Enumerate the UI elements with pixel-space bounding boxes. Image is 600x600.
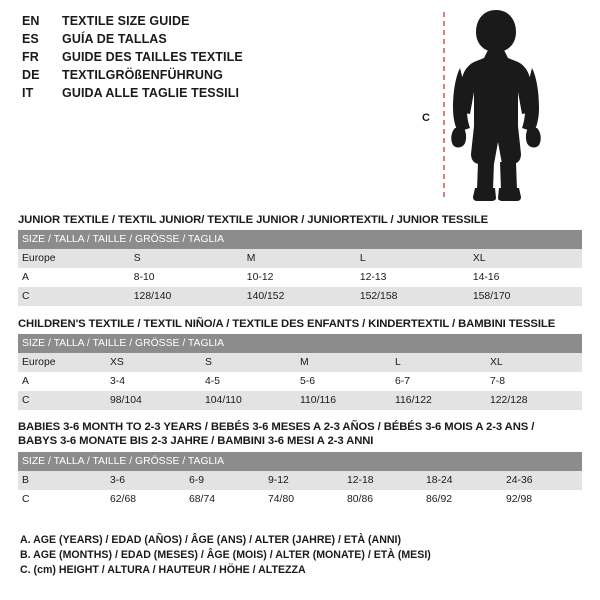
row-label: C: [18, 490, 106, 509]
cell: 128/140: [130, 287, 243, 306]
language-title-block: [22, 14, 422, 104]
section-title-children: CHILDREN'S TEXTILE / TEXTIL NIÑO/A / TEXTILE DES ENFANTS / KINDERTEXTIL / BAMBINI TESSILE: [18, 318, 556, 330]
cell: 104/110: [201, 391, 296, 410]
cell: 3-6: [106, 471, 185, 490]
cell: 152/158: [356, 287, 469, 306]
language-title-es: GUÍA DE TALLAS: [62, 32, 167, 46]
legend-item-c: C. (cm) HEIGHT / ALTURA / HAUTEUR / HÖHE / ALTEZZA: [20, 564, 306, 576]
language-code-en: EN: [22, 14, 40, 28]
language-row-it: [22, 86, 422, 104]
cell: 140/152: [243, 287, 356, 306]
table-row: [18, 334, 582, 353]
cell: 8-10: [130, 268, 243, 287]
legend-item-b: B. AGE (MONTHS) / EDAD (MESES) / ÂGE (MOIS) / ALTER (MONATE) / ETÀ (MESI): [20, 549, 431, 561]
cell: 6-7: [391, 372, 486, 391]
cell: S: [130, 249, 243, 268]
legend-item-a: A. AGE (YEARS) / EDAD (AÑOS) / ÂGE (ANS) / ALTER (JAHRE) / ETÀ (ANNI): [20, 534, 401, 546]
row-label: C: [18, 287, 130, 306]
cell: 4-5: [201, 372, 296, 391]
row-label: Europe: [18, 249, 130, 268]
cell: 74/80: [264, 490, 343, 509]
table-row: [18, 230, 582, 249]
language-row-es: [22, 32, 422, 50]
section-babies-textile: [18, 420, 582, 509]
language-code-it: IT: [22, 86, 34, 100]
silhouette-icon: [422, 8, 582, 204]
measure-label-c: C: [422, 112, 430, 124]
babies-size-table: [18, 452, 582, 509]
children-size-header: SIZE / TALLA / TAILLE / GRÖSSE / TAGLIA: [18, 334, 582, 353]
section-children-textile: [18, 318, 582, 410]
section-junior-textile: [18, 214, 582, 306]
cell: 6-9: [185, 471, 264, 490]
row-label: Europe: [18, 353, 106, 372]
cell: 10-12: [243, 268, 356, 287]
legend-block: [20, 533, 580, 578]
cell: L: [356, 249, 469, 268]
table-row: [18, 249, 582, 268]
language-code-fr: FR: [22, 50, 39, 64]
cell: 80/86: [343, 490, 422, 509]
children-size-table: [18, 334, 582, 410]
language-code-es: ES: [22, 32, 39, 46]
language-title-en: TEXTILE SIZE GUIDE: [62, 14, 190, 28]
cell: 86/92: [422, 490, 502, 509]
cell: L: [391, 353, 486, 372]
cell: 9-12: [264, 471, 343, 490]
language-row-fr: [22, 50, 422, 68]
language-row-de: [22, 68, 422, 86]
cell: XL: [469, 249, 582, 268]
section-title-babies: [18, 420, 582, 448]
cell: 116/122: [391, 391, 486, 410]
cell: 122/128: [486, 391, 582, 410]
cell: 3-4: [106, 372, 201, 391]
table-row: [18, 353, 582, 372]
language-title-it: GUIDA ALLE TAGLIE TESSILI: [62, 86, 240, 100]
junior-size-header: SIZE / TALLA / TAILLE / GRÖSSE / TAGLIA: [18, 230, 582, 249]
cell: M: [243, 249, 356, 268]
cell: S: [201, 353, 296, 372]
cell: 7-8: [486, 372, 582, 391]
junior-size-table: [18, 230, 582, 306]
table-row: [18, 287, 582, 306]
language-code-de: DE: [22, 68, 40, 82]
cell: 14-16: [469, 268, 582, 287]
cell: 68/74: [185, 490, 264, 509]
cell: 5-6: [296, 372, 391, 391]
table-row: [18, 490, 582, 509]
table-row: [18, 391, 582, 410]
table-row: [18, 268, 582, 287]
section-title-babies-line1: BABIES 3-6 MONTH TO 2-3 YEARS / BEBÉS 3-6 MESES A 2-3 AÑOS / BÉBÉS 3-6 MOIS A 2-3 ANS /: [18, 421, 535, 433]
table-row: [18, 452, 582, 471]
cell: 62/68: [106, 490, 185, 509]
row-label: B: [18, 471, 106, 490]
cell: 158/170: [469, 287, 582, 306]
language-title-fr: GUIDE DES TAILLES TEXTILE: [62, 50, 243, 64]
row-label: A: [18, 268, 130, 287]
table-row: [18, 372, 582, 391]
cell: 98/104: [106, 391, 201, 410]
cell: 12-18: [343, 471, 422, 490]
cell: 24-36: [502, 471, 582, 490]
child-silhouette-figure: [422, 8, 582, 204]
table-row: [18, 471, 582, 490]
cell: 12-13: [356, 268, 469, 287]
language-row-en: [22, 14, 422, 32]
cell: 110/116: [296, 391, 391, 410]
row-label: C: [18, 391, 106, 410]
cell: XS: [106, 353, 201, 372]
cell: M: [296, 353, 391, 372]
section-title-junior: JUNIOR TEXTILE / TEXTIL JUNIOR/ TEXTILE JUNIOR / JUNIORTEXTIL / JUNIOR TESSILE: [18, 214, 489, 226]
section-title-babies-line2: BABYS 3-6 MONATE BIS 2-3 JAHRE / BAMBINI 3-6 MESI A 2-3 ANNI: [18, 435, 374, 447]
cell: XL: [486, 353, 582, 372]
row-label: A: [18, 372, 106, 391]
cell: 92/98: [502, 490, 582, 509]
cell: 18-24: [422, 471, 502, 490]
babies-size-header: SIZE / TALLA / TAILLE / GRÖSSE / TAGLIA: [18, 452, 582, 471]
child-body-shape: [451, 10, 540, 201]
language-title-de: TEXTILGRÖßENFÜHRUNG: [62, 68, 223, 82]
